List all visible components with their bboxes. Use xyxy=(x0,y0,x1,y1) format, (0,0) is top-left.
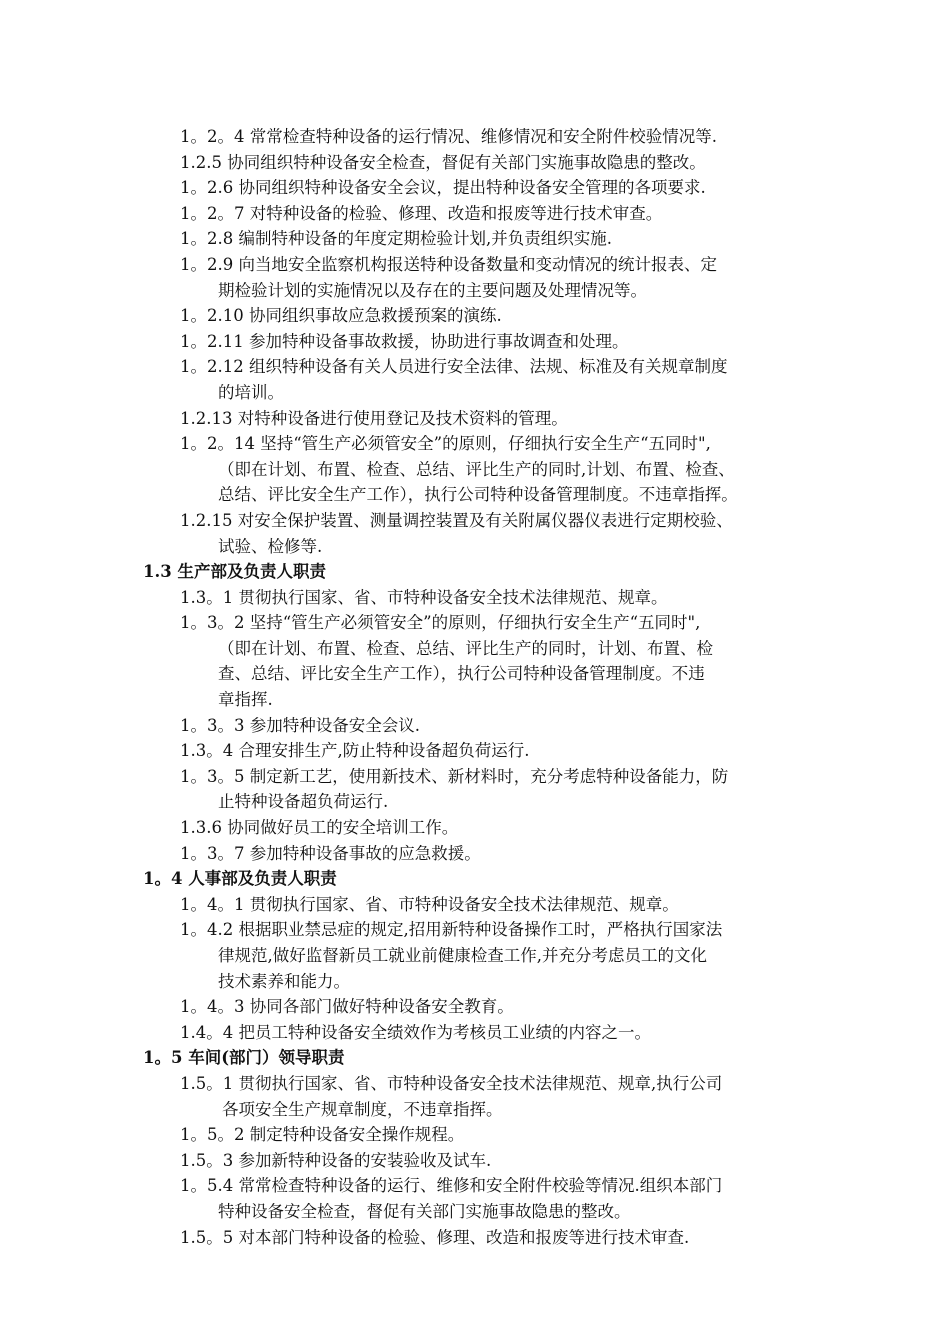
clause-text: 1。5。2 制定特种设备安全操作规程。 xyxy=(180,1125,465,1145)
clause-text: 1。2.6 协同组织特种设备安全会议，提出特种设备安全管理的各项要求. xyxy=(180,178,706,198)
clause-text: 1。2.11 参加特种设备事故救援，协助进行事故调查和处理。 xyxy=(180,331,629,351)
section-heading: 1。4 人事部及负责人职责 xyxy=(143,869,337,889)
clause-text: 1。3。2 坚持“管生产必须管安全”的原则，仔细执行安全生产“五同时", xyxy=(180,613,701,633)
clause-text: 1.5。5 对本部门特种设备的检验、修理、改造和报废等进行技术审查. xyxy=(180,1227,690,1247)
clause-1-5-1 xyxy=(0,1071,950,1122)
clause-text-continued: 章指挥. xyxy=(218,690,273,710)
clause-1-2-10 xyxy=(0,303,950,329)
clause-1-2-5 xyxy=(0,150,950,176)
clause-1-3-2 xyxy=(0,610,950,712)
section-1-3 xyxy=(0,559,950,866)
clause-1-2-11 xyxy=(0,329,950,355)
clause-text: 1.2.15 对安全保护装置、测量调控装置及有关附属仪器仪表进行定期校验、 xyxy=(180,510,733,530)
clause-text: 1。2。4 常常检查特种设备的运行情况、维修情况和安全附件校验情况等. xyxy=(180,127,717,146)
clause-1-2-4 xyxy=(0,124,950,150)
clause-1-2-9 xyxy=(0,252,950,303)
section-1-5 xyxy=(0,1045,950,1250)
clause-1-3-7 xyxy=(0,841,950,867)
clause-text: 1.3。4 合理安排生产,防止特种设备超负荷运行. xyxy=(180,741,530,761)
clause-text-continued: 律规范,做好监督新员工就业前健康检查工作,并充分考虑员工的文化 xyxy=(218,946,707,965)
clause-1-5-4 xyxy=(0,1173,950,1224)
clause-text: 1。4。3 协同各部门做好特种设备安全教育。 xyxy=(180,997,514,1017)
section-1-4 xyxy=(0,866,950,1045)
clause-1-4-2 xyxy=(0,917,950,994)
clause-text: 1。2.10 协同组织事故应急救援预案的演练. xyxy=(180,306,502,326)
clause-text-continued: 止特种设备超负荷运行. xyxy=(218,792,389,812)
clause-text-continued: 特种设备安全检查，督促有关部门实施事故隐患的整改。 xyxy=(218,1201,631,1221)
clause-1-3-3 xyxy=(0,713,950,739)
section-1-2-continuation xyxy=(0,124,950,559)
clause-text: 1.2.13 对特种设备进行使用登记及技术资料的管理。 xyxy=(180,408,568,428)
clause-text: 1.3.6 协同做好员工的安全培训工作。 xyxy=(180,818,459,838)
clause-1-5-3 xyxy=(0,1148,950,1174)
clause-text-continued: 试验、检修等. xyxy=(218,536,323,556)
clause-1-3-6 xyxy=(0,815,950,841)
clause-text-continued: 总结、评比安全生产工作），执行公司特种设备管理制度。不违章指挥。 xyxy=(218,485,738,505)
clause-text-continued: 查、总结、评比安全生产工作），执行公司特种设备管理制度。不违 xyxy=(218,664,705,684)
clause-1-2-12 xyxy=(0,354,950,405)
clause-text: 1。3。7 参加特种设备事故的应急救援。 xyxy=(180,843,481,863)
clause-text-continued: （即在计划、布置、检查、总结、评比生产的同时,计划、布置、检查、 xyxy=(218,459,735,479)
clause-text: 1。3。5 制定新工艺，使用新技术、新材料时，充分考虑特种设备能力，防 xyxy=(180,766,729,786)
clause-text: 1。2.8 编制特种设备的年度定期检验计划,并负责组织实施. xyxy=(180,229,612,249)
clause-text: 1.4。4 把员工特种设备安全绩效作为考核员工业绩的内容之一。 xyxy=(180,1022,651,1042)
clause-text-continued: （即在计划、布置、检查、总结、评比生产的同时，计划、布置、检 xyxy=(218,638,713,658)
clause-text-continued: 各项安全生产规章制度，不违章指挥。 xyxy=(222,1099,503,1119)
clause-1-2-7 xyxy=(0,201,950,227)
clause-text: 1.5。1 贯彻执行国家、省、市特种设备安全技术法律规范、规章,执行公司 xyxy=(180,1073,723,1093)
clause-text: 1。2。14 坚持“管生产必须管安全”的原则，仔细执行安全生产“五同时", xyxy=(180,434,711,454)
clause-1-5-5 xyxy=(0,1225,950,1251)
clause-text: 1.2.5 协同组织特种设备安全检查，督促有关部门实施事故隐患的整改。 xyxy=(180,152,706,172)
clause-1-2-8 xyxy=(0,226,950,252)
clause-text: 1。2。7 对特种设备的检验、修理、改造和报废等进行技术审查。 xyxy=(180,203,663,223)
section-heading: 1.3 生产部及负责人职责 xyxy=(143,562,326,582)
clause-text-continued: 的培训。 xyxy=(218,382,284,402)
clause-text: 1。5.4 常常检查特种设备的运行、维修和安全附件校验等情况.组织本部门 xyxy=(180,1176,723,1196)
clause-text: 1。4。1 贯彻执行国家、省、市特种设备安全技术法律规范、规章。 xyxy=(180,894,679,914)
clause-text: 1。3。3 参加特种设备安全会议. xyxy=(180,715,420,735)
clause-1-5-2 xyxy=(0,1122,950,1148)
clause-1-2-15 xyxy=(0,508,950,559)
clause-text: 1。4.2 根据职业禁忌症的规定,招用新特种设备操作工时，严格执行国家法 xyxy=(180,920,723,940)
clause-text-continued: 期检验计划的实施情况以及存在的主要问题及处理情况等。 xyxy=(218,280,647,300)
clause-1-4-1 xyxy=(0,892,950,918)
clause-1-4-4 xyxy=(0,1020,950,1046)
section-heading: 1。5 车间(部门）领导职责 xyxy=(143,1048,345,1068)
clause-1-3-5 xyxy=(0,764,950,815)
clause-text: 1。2.9 向当地安全监察机构报送特种设备数量和变动情况的统计报表、定 xyxy=(180,254,717,274)
clause-1-2-6 xyxy=(0,175,950,201)
clause-text: 1.5。3 参加新特种设备的安装验收及试车. xyxy=(180,1150,492,1170)
clause-1-2-13 xyxy=(0,406,950,432)
clause-1-4-3 xyxy=(0,994,950,1020)
document-body xyxy=(0,124,950,1250)
clause-1-3-4 xyxy=(0,738,950,764)
clause-1-2-14 xyxy=(0,431,950,508)
clause-1-3-1 xyxy=(0,585,950,611)
clause-text: 1.3。1 贯彻执行国家、省、市特种设备安全技术法律规范、规章。 xyxy=(180,587,668,607)
clause-text: 1。2.12 组织特种设备有关人员进行安全法律、法规、标准及有关规章制度 xyxy=(180,357,728,377)
clause-text-continued: 技术素养和能力。 xyxy=(218,971,350,991)
